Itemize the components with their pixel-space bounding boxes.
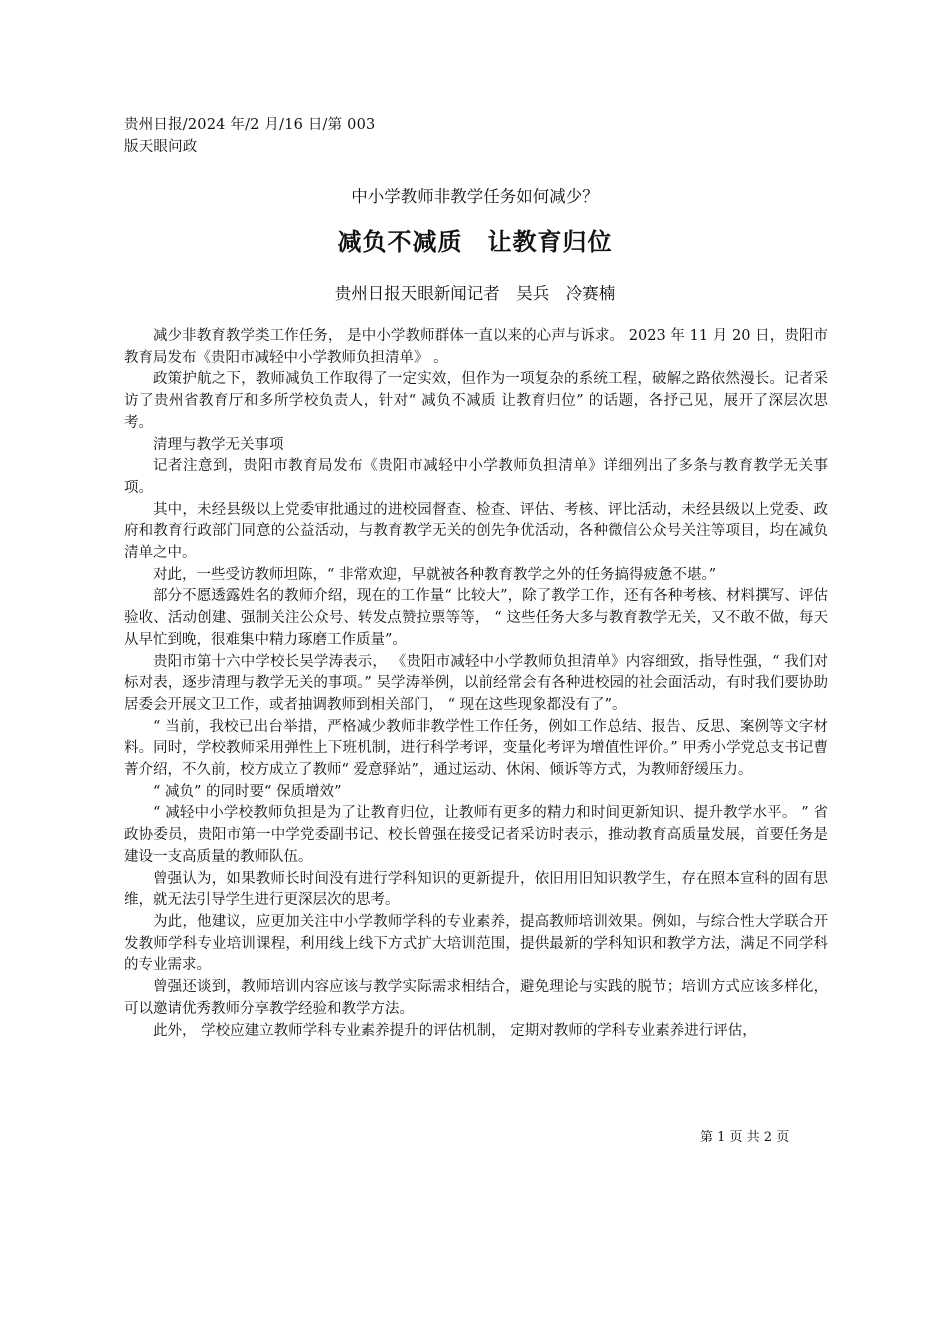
- source-line: 版天眼问政: [124, 139, 198, 155]
- paragraph: “ 当前，我校已出台举措，严格减少教师非教学性工作任务，例如工作总结、报告、反思、案例等文字材料。同时，学校教师采用弹性上下班机制，进行科学考评，变量化考评为增值性评价。” 甲秀小学党总支书记曹菁介绍，不久前，校方成立了教师“ 爱意驿站”，通过运动、休闲、倾诉等方式，为教师舒缓压力。: [124, 718, 828, 779]
- section-heading: 清理与教学无关事项: [153, 436, 284, 453]
- article-subtitle: 中小学教师非教学任务如何减少？: [351, 187, 599, 206]
- paragraph: 为此，他建议，应更加关注中小学教师学科的专业素养，提高教师培训效果。例如，与综合性大学联合开发教师学科专业培训课程，利用线上线下方式扩大培训范围，提供最新的学科知识和教学方法，满足不同学科的专业需求。: [124, 913, 828, 974]
- source-info: [124, 114, 375, 158]
- paragraph: 曾强认为，如果教师长时间没有进行学科知识的更新提升，依旧用旧知识教学生，存在照本宣科的固有思维，就无法引导学生进行更深层次的思考。: [124, 870, 828, 909]
- article-title: 减负不减质 让教育归位: [337, 228, 613, 256]
- page-number: 第 1 页 共 2 页: [700, 1130, 790, 1145]
- paragraph: 贵阳市第十六中学校长吴学涛表示， 《贵阳市减轻中小学教师负担清单》内容细致，指导性强，“ 我们对标对表，逐步清理与教学无关的事项。” 吴学涛举例，以前经常会有各种进校园的社会面活动，有时我们要协助居委会开展文卫工作，或者抽调教师到相关部门， “ 现在这些现象都没有了”。: [124, 653, 828, 713]
- paragraph: 此外， 学校应建立教师学科专业素养提升的评估机制， 定期对教师的学科专业素养进行评估，: [153, 1022, 757, 1039]
- section-heading: “ 减负” 的同时要“ 保质增效”: [153, 783, 342, 800]
- paragraph: 其中，未经县级以上党委审批通过的进校园督查、检查、评估、考核、评比活动，未经县级以上党委、政府和教育行政部门同意的公益活动，与教育教学无关的创先争优活动，各种微信公众号关注等项目，均在减负清单之中。: [124, 501, 828, 562]
- paragraph: 曾强还谈到，教师培训内容应该与教学实际需求相结合，避免理论与实践的脱节；培训方式应该多样化，可以邀请优秀教师分享教学经验和教学方法。: [124, 979, 828, 1017]
- article-byline: 贵州日报天眼新闻记者 吴兵 冷赛楠: [334, 284, 616, 303]
- source-line: 贵州日报/2024 年/2 月/16 日/第 003: [124, 117, 376, 133]
- paragraph: 政策护航之下，教师减负工作取得了一定实效，但作为一项复杂的系统工程，破解之路依然漫长。记者采访了贵州省教育厅和多所学校负责人，针对“ 减负不减质 让教育归位” 的话题，各抒己见，展开了深层次思考。: [124, 371, 828, 431]
- paragraph: “ 减轻中小学校教师负担是为了让教育归位，让教师有更多的精力和时间更新知识、提升教学水平。 ” 省政协委员，贵阳市第一中学党委副书记、校长曾强在接受记者采访时表示，推动教育高质量发展，首要任务是建设一支高质量的教师队伍。: [124, 805, 828, 865]
- paragraph: 部分不愿透露姓名的教师介绍，现在的工作量“ 比较大”，除了教学工作，还有各种考核、材料撰写、评估验收、活动创建、强制关注公众号、转发点赞拉票等等， “ 这些任务大多与教育教学无关，又不敢不做，每天从早忙到晚，很难集中精力琢磨工作质量”。: [124, 588, 828, 648]
- paragraph: 减少非教育教学类工作任务， 是中小学教师群体一直以来的心声与诉求。 2023 年 11 月 20 日，贵阳市教育局发布《贵阳市减轻中小学教师负担清单》 。: [124, 328, 828, 366]
- paragraph: 对此，一些受访教师坦陈，“ 非常欢迎，早就被各种教育教学之外的任务搞得疲惫不堪。”: [153, 566, 717, 583]
- paragraph: 记者注意到，贵阳市教育局发布《贵阳市减轻中小学教师负担清单》详细列出了多条与教育教学无关事项。: [124, 458, 828, 496]
- article-body: [124, 326, 828, 1042]
